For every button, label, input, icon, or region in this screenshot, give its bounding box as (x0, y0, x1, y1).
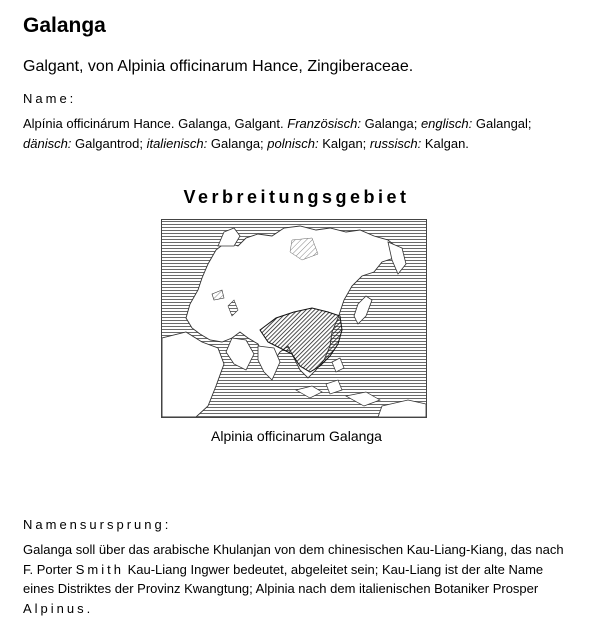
page-title: Galanga (23, 14, 106, 37)
subtitle: Galgant, von Alpinia officinarum Hance, Zingiberaceae. (23, 58, 414, 75)
lang-label-polish: polnisch: (267, 135, 319, 151)
name-alpinus: Alpinus (23, 600, 87, 616)
name-value-italian: Galanga; (207, 135, 268, 151)
distribution-map-image (162, 220, 426, 417)
lang-label-danish: dänisch: (23, 135, 72, 151)
origin-text-3: . (86, 600, 91, 616)
name-paragraph (23, 114, 568, 153)
name-text-1: Alpínia officinárum Hance. Galanga, Galgant. (23, 116, 288, 131)
name-value-russian: Kalgan. (421, 135, 469, 151)
lang-label-english: englisch: (420, 116, 473, 131)
origin-text-2: Kau-Liang Ingwer bedeutet, abgeleitet sein; Kau-Liang ist der alte Name eines Distriktes der Provinz Kwangtung; Alpinia nach dem italienischen Botaniker Prosper (23, 561, 544, 596)
distribution-map (161, 219, 427, 418)
origin-text-1: Galanga soll über das arabische Khulanjan von dem chinesischen Kau-Liang-Kiang, das nach F. Porter (23, 542, 564, 577)
map-caption: Alpinia officinarum Galanga (211, 428, 382, 444)
name-value-french: Galanga; (360, 116, 421, 131)
lang-label-russian: russisch: (369, 135, 422, 151)
name-value-english: Galangal; (472, 116, 532, 131)
name-smith: Smith (75, 561, 124, 577)
origin-section-label: Namensursprung: (23, 517, 172, 532)
origin-paragraph (23, 540, 568, 618)
lang-label-french: Französisch: (287, 116, 361, 131)
lang-label-italian: italienisch: (146, 135, 208, 151)
name-value-danish: Galgantrod; (71, 135, 147, 151)
map-heading: Verbreitungsgebiet (183, 187, 410, 207)
name-section-label: Name: (23, 91, 77, 106)
name-value-polish: Kalgan; (318, 135, 370, 151)
